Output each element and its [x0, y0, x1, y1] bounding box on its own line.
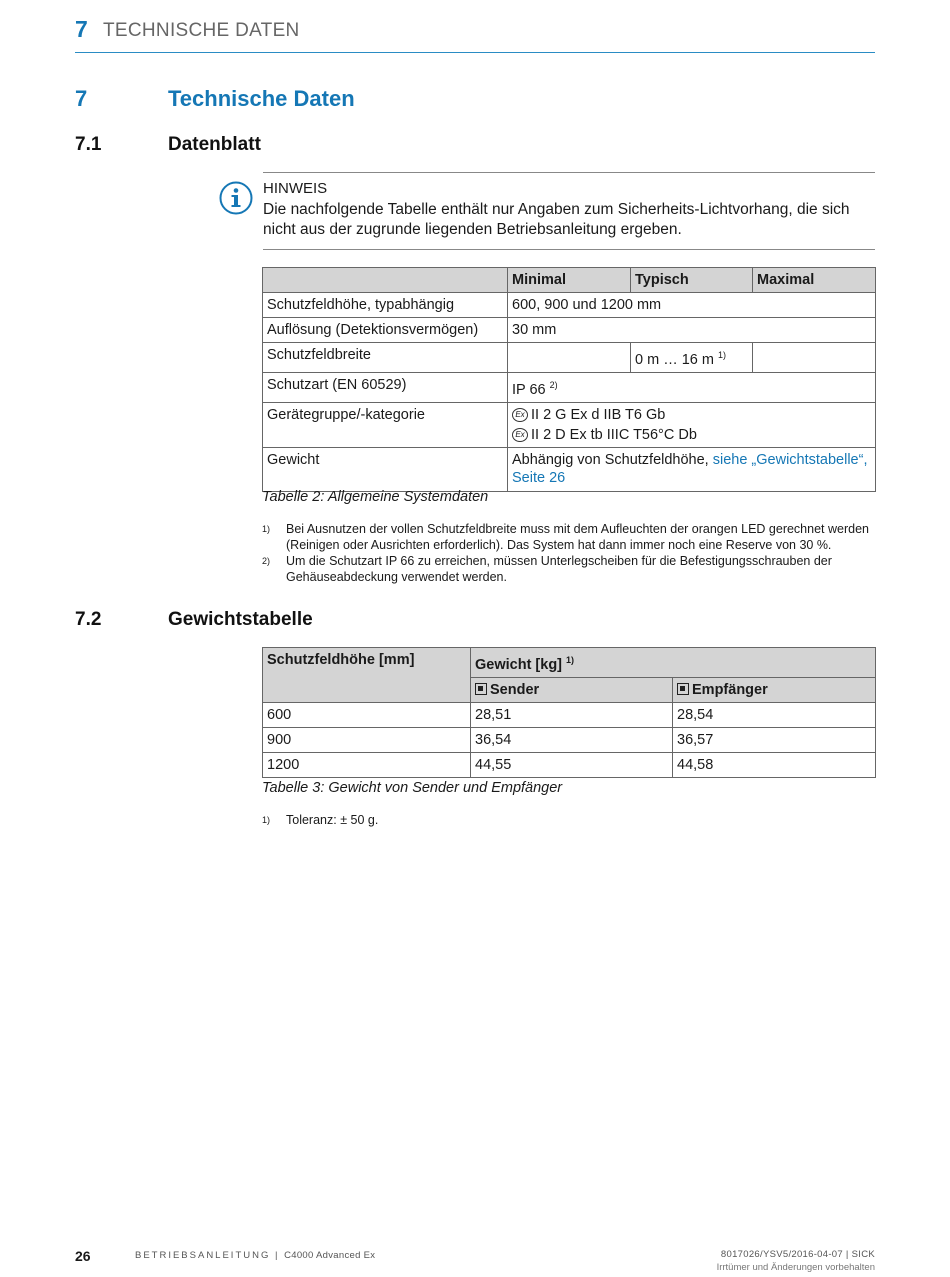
height-cell: 900 [263, 727, 471, 752]
note-text: Die nachfolgende Tabelle enthält nur Angaben zum Sicherheits-Lichtvorhang, die sich nicht aus der zugrunde liegenden Betriebsanleitung ergeben. [263, 201, 850, 238]
row-value: 30 mm [508, 318, 876, 343]
row-label: Gewicht [263, 447, 508, 491]
footnote-ref: 1) [566, 655, 575, 665]
chapter-number: 7 [75, 86, 88, 111]
footer-product: C4000 Advanced Ex [284, 1250, 376, 1261]
receiver-icon [677, 683, 689, 695]
footer-disclaimer: Irrtümer und Änderungen vorbehalten [716, 1262, 875, 1273]
footnote-text: Toleranz: ± 50 g. [286, 813, 379, 827]
row-label: Schutzart (EN 60529) [263, 372, 508, 402]
running-header-title: TECHNISCHE DATEN [103, 20, 300, 41]
running-header [75, 14, 875, 53]
footer-doc-id: 8017026/YSV5/2016-04-07 | SICK [720, 1249, 875, 1260]
sender-weight-cell: 44,55 [471, 752, 673, 777]
ex-marking-icon: Ex [512, 428, 528, 442]
table-header-cell: Schutzfeldhöhe [mm] [263, 648, 471, 703]
table-row [263, 752, 876, 777]
row-value [508, 402, 876, 447]
row-value-typ [631, 343, 753, 373]
footnote-number: 1) [262, 524, 271, 534]
weight-text: Abhängig von Schutzfeldhöhe, [512, 451, 713, 468]
note-box [263, 172, 875, 250]
table-header-cell [471, 648, 876, 678]
receiver-weight-cell: 28,54 [673, 702, 876, 727]
table-row [263, 402, 876, 447]
table-row [263, 293, 876, 318]
row-label: Auflösung (Detektionsvermögen) [263, 318, 508, 343]
footnote-number: 2) [262, 556, 271, 566]
sender-weight-cell: 36,54 [471, 727, 673, 752]
row-value-min [508, 343, 631, 373]
ex-marking-icon: Ex [512, 408, 528, 422]
footnote [262, 812, 875, 828]
section-title: Gewichtstabelle [168, 609, 313, 630]
table-header-row [263, 648, 876, 678]
row-value [508, 447, 876, 491]
row-label: Gerätegruppe/-kategorie [263, 402, 508, 447]
page-number: 26 [75, 1248, 91, 1264]
height-cell: 1200 [263, 752, 471, 777]
section-number: 7.2 [75, 609, 102, 630]
table-row [263, 702, 876, 727]
footnote-text: Bei Ausnutzen der vollen Schutzfeldbreite muss mit dem Aufleuchten der orangen LED gerechnet werden (Reinigen oder Ausrichten erforderlich). Das System hat dann immer noch eine Reserve von 30 %. [286, 522, 869, 552]
row-value-max [753, 343, 876, 373]
system-data-table [262, 267, 876, 492]
row-value: 600, 900 und 1200 mm [508, 293, 876, 318]
section-title: Datenblatt [168, 134, 261, 155]
receiver-weight-cell: 36,57 [673, 727, 876, 752]
table-header-cell: Minimal [508, 268, 631, 293]
row-label: Schutzfeldbreite [263, 343, 508, 373]
table-header-cell [471, 677, 673, 702]
table-row [263, 447, 876, 491]
ex-line-text: II 2 G Ex d IIB T6 Gb [531, 406, 666, 423]
row-label: Schutzfeldhöhe, typabhängig [263, 293, 508, 318]
ex-line-text: II 2 D Ex tb IIIC T56°C Db [531, 426, 697, 443]
sender-label: Sender [490, 681, 540, 698]
footer-doc-title [135, 1250, 375, 1261]
sender-weight-cell: 28,51 [471, 702, 673, 727]
footnote-ref: 1) [718, 350, 727, 360]
table-header-cell: Typisch [631, 268, 753, 293]
table-row [263, 372, 876, 402]
footnote [262, 521, 875, 553]
running-header-number: 7 [75, 16, 88, 42]
weight-table-link[interactable]: siehe „Gewichtstabelle“, Seite 26 [512, 451, 868, 486]
receiver-label: Empfänger [692, 681, 768, 698]
row-value [508, 372, 876, 402]
table-header-cell [263, 268, 508, 293]
footnote [262, 553, 875, 585]
sender-icon [475, 683, 487, 695]
ex-line [512, 406, 871, 424]
table-header-cell: Maximal [753, 268, 876, 293]
footnote-ref: 2) [549, 379, 558, 390]
weight-table [262, 647, 876, 778]
height-cell: 600 [263, 702, 471, 727]
footer-doc-label: BETRIEBSANLEITUNG | [135, 1250, 285, 1261]
protection-value: IP 66 [512, 381, 546, 398]
table-caption: Tabelle 3: Gewicht von Sender und Empfänger [262, 780, 563, 796]
table-header-cell [673, 677, 876, 702]
note-title: HINWEIS [263, 180, 328, 197]
table-caption: Tabelle 2: Allgemeine Systemdaten [262, 489, 489, 505]
table-row [263, 727, 876, 752]
footnote-text: Um die Schutzart IP 66 zu erreichen, müssen Unterlegscheiben für die Befestigungsschrauben der Gehäuseabdeckung verwendet werden. [286, 554, 832, 584]
typ-value: 0 m … 16 m [635, 351, 714, 368]
table-row [263, 343, 876, 373]
chapter-title: Technische Daten [168, 86, 355, 111]
footnote-number: 1) [262, 815, 271, 825]
section-number: 7.1 [75, 134, 102, 155]
receiver-weight-cell: 44,58 [673, 752, 876, 777]
info-icon [219, 181, 253, 215]
table-row [263, 318, 876, 343]
ex-line [512, 426, 871, 444]
table-header-row [263, 268, 876, 293]
weight-group-header: Gewicht [kg] [475, 656, 563, 673]
